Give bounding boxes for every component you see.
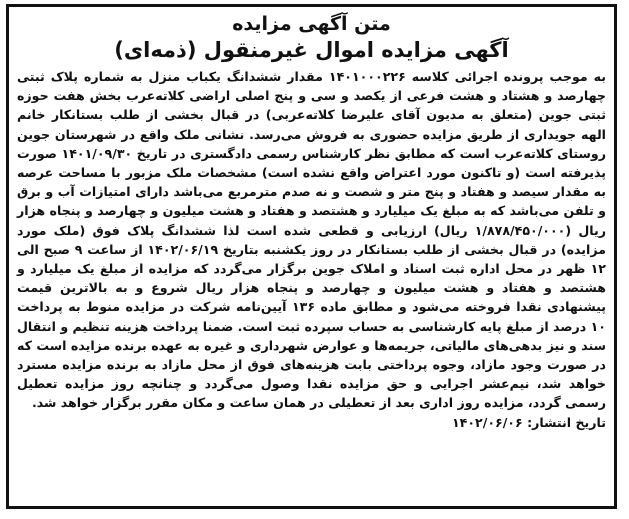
auction-notice-box: [6, 4, 617, 509]
notice-body: به موجب پرونده اجرائی کلاسه ۱۴۰۱۰۰۰۲۲۶ مقدار ششدانگ یکباب منزل به شماره پلاک ثبتی چهارصد و هشتاد و هشت فرعی از یکصد و سی و پنج اصلی اراضی کلاته‌عرب بخش هفت حوزه ثبتی جوین (متعلق به مدیون آقای علیرضا کلاته‌عربی) در قبال بخشی از طلب بستانکار خانم الهه جویداری از طریق مزایده حضوری به فروش می‌رسد. نشانی ملک واقع در شهرستان جوین روستای کلاته‌عرب است که مطابق نظر کارشناس رسمی دادگستری در تاریخ ۱۴۰۱/۰۹/۳۰ صورت پذیرفته است (و تاکنون مورد اعتراض واقع نشده است) مشخصات ملک مزبور با مساحت عرصه به مقدار سیصد و هفتاد و پنج متر و شصت و نه صدم مترمربع می‌باشد دارای امتیازات آب و برق و تلفن می‌باشد که به مبلغ یک میلیارد و هشتصد و هفتاد و هشت میلیون و چهارصد و پنجاه هزار ریال (۱/۸۷۸/۴۵۰/۰۰۰ ریال) ارزیابی و قطعی شده است لذا ششدانگ پلاک فوق (ملک مورد مزایده) در قبال بخشی از طلب بستانکار در روز یکشنبه بتاریخ ۱۴۰۲/۰۶/۱۹ از ساعت ۹ صبح الی ۱۲ ظهر در محل اداره ثبت اسناد و املاک جوین برگزار می‌گردد که مزایده از مبلغ یک میلیارد و هشتصد و هفتاد و هشت میلیون و چهارصد و پنجاه هزار ریال شروع و به بالاترین قیمت پیشنهادی نقدا فروخته می‌شود و مطابق ماده ۱۳۶ آیین‌نامه شرکت در مزایده منوط به پرداخت ۱۰ درصد از مبلغ پایه کارشناسی به حساب سپرده ثبت است. ضمنا پرداخت هزینه تنظیم و انتقال سند و نیز بدهی‌های مالیاتی، جریمه‌ها و عوارض شهرداری و غیره به عهده برنده مزایده است که در صورت وجود مازاد، وجوه پرداختی بابت هزینه‌های فوق از محل مازاد به برنده مزایده مسترد خواهد شد، نیم‌عشر اجرایی و حق مزایده نقدا وصول می‌گردد و چنانچه روز مزایده تعطیل رسمی گردد، مزایده روز اداری بعد از تعطیلی در همان ساعت و مکان مقرر برگزار خواهد شد.: [17, 68, 607, 411]
notice-title: متن آگهی مزایده: [232, 13, 391, 35]
publish-date: تاریخ انتشار: ۱۴۰۲/۰۶/۰۶: [451, 414, 606, 430]
notice-subtitle: آگهی مزایده اموال غیرمنقول (ذمه‌ای): [114, 37, 509, 62]
